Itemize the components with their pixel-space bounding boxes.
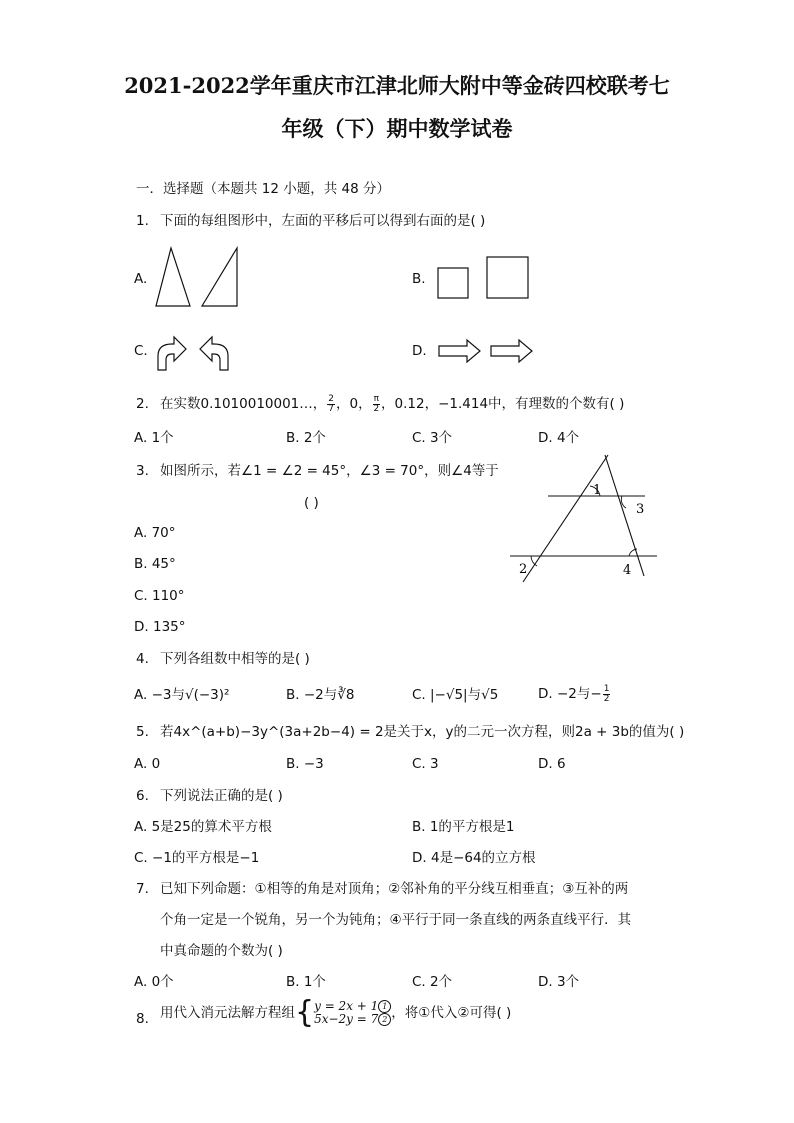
q8-circled-2: 2 [378, 1013, 391, 1026]
paper-title-line2: 年级（下）期中数学试卷 [281, 116, 513, 141]
q5-option-b: B. −3 [286, 756, 324, 772]
q2-option-d: D. 4个 [538, 430, 580, 446]
q3-option-c: C. 110° [134, 588, 185, 604]
q1-option-c-curved-arrows-figure [152, 330, 237, 375]
q2-frac2-denominator: 2 [373, 403, 380, 414]
q2-stem [160, 392, 624, 416]
q1-stem: 下面的每组图形中，左面的平移后可以得到右面的是( ) [160, 213, 486, 229]
q8-circled-1: 1 [378, 1000, 391, 1013]
q6-option-a: A. 5是25的算术平方根 [134, 819, 272, 835]
q7-option-a: A. 0个 [134, 974, 174, 990]
q6-option-d: D. 4是−64的立方根 [412, 850, 536, 866]
q7-option-c: C. 2个 [412, 974, 453, 990]
q3-option-d: D. 135° [134, 619, 186, 635]
q4-option-d [538, 682, 611, 706]
q2-stem-part-c: ，0.12，−1.414中，有理数的个数有( ) [381, 396, 625, 412]
q4-option-d-fraction [603, 685, 611, 704]
q6-number: 6. [136, 788, 149, 804]
q1-option-b-squares-figure [436, 255, 536, 305]
q7-stem-line2: 个角一定是一个锐角，另一个为钝角；④平行于同一条直线的两条直线平行．其 [160, 912, 632, 928]
q5-stem: 若4x^(a+b)−3y^(3a+2b−4) = 2是关于x，y的二元一次方程，则2a + 3b的值为( ) [160, 724, 685, 740]
q7-option-d: D. 3个 [538, 974, 580, 990]
q3-stem: 如图所示，若∠1 = ∠2 = 45°，∠3 = 70°，则∠4等于 [160, 463, 499, 479]
q4-d-denominator: 2 [603, 693, 610, 704]
q4-option-b: B. −2与∛8 [286, 687, 355, 703]
q7-stem-line3: 中真命题的个数为( ) [160, 943, 283, 959]
q7-stem-line1: 已知下列命题：①相等的角是对顶角；②邻补角的平分线互相垂直；③互补的两 [160, 881, 629, 897]
q7-option-b: B. 1个 [286, 974, 326, 990]
q5-number: 5. [136, 724, 149, 740]
q5-option-a: A. 0 [134, 756, 161, 772]
q3-option-a: A. 70° [134, 525, 176, 541]
q6-stem: 下列说法正确的是( ) [160, 788, 283, 804]
q5-option-c: C. 3 [412, 756, 439, 772]
q3-angle-label-3: 3 [636, 502, 645, 517]
q8-stem-prefix: 用代入消元法解方程组 [160, 1005, 295, 1021]
q2-frac1-numerator: 2 [328, 393, 335, 404]
q2-stem-part-b: ，0， [336, 396, 372, 412]
q1-option-a-label: A. [134, 271, 148, 287]
q6-option-c: C. −1的平方根是−1 [134, 850, 260, 866]
q8-equation-2: 5x−2y = 7 [314, 1012, 379, 1026]
q8-number: 8. [136, 1011, 149, 1027]
q8-stem-suffix: ，将①代入②可得( ) [391, 1005, 512, 1021]
q2-option-c: C. 3个 [412, 430, 453, 446]
q3-number: 3. [136, 463, 149, 479]
q2-fraction-pi-halves [373, 395, 380, 414]
q4-d-numerator: 1 [603, 683, 610, 694]
q1-number: 1. [136, 213, 149, 229]
q2-stem-part-a: 在实数0.1010010001…， [160, 396, 327, 412]
q2-frac2-numerator: π [373, 393, 380, 404]
q3-angle-label-4: 4 [623, 563, 632, 578]
q8-system-brace: { [295, 995, 315, 1030]
q2-option-a: A. 1个 [134, 430, 174, 446]
q1-option-b-label: B. [412, 271, 426, 287]
section-heading: 一．选择题（本题共 12 小题，共 48 分） [136, 181, 391, 197]
q8-stem [160, 995, 512, 1030]
q1-option-c-label: C. [134, 343, 148, 359]
q3-angle-label-1: 1 [593, 483, 602, 498]
q2-frac1-denominator: 7 [328, 403, 335, 414]
q4-option-c: C. |−√5|与√5 [412, 687, 499, 703]
q2-option-b: B. 2个 [286, 430, 326, 446]
q1-option-a-triangles-figure [150, 245, 245, 310]
q3-angle-label-2: 2 [519, 562, 528, 577]
q5-option-d: D. 6 [538, 756, 566, 772]
q7-number: 7. [136, 881, 149, 897]
q1-option-d-block-arrows-figure [437, 338, 537, 368]
q4-stem: 下列各组数中相等的是( ) [160, 651, 310, 667]
q3-transversal-left [523, 455, 608, 582]
q4-option-d-prefix: D. −2与− [538, 686, 602, 702]
q3-parallel-lines-figure [505, 450, 665, 585]
q1-option-d-label: D. [412, 343, 427, 359]
q4-number: 4. [136, 651, 149, 667]
paper-title-line1: 2021-2022学年重庆市江津北师大附中等金砖四校联考七 [124, 73, 670, 98]
q2-number: 2. [136, 396, 149, 412]
q6-option-b: B. 1的平方根是1 [412, 819, 515, 835]
q4-option-a: A. −3与√(−3)² [134, 687, 230, 703]
q3-answer-paren: ( ) [304, 495, 319, 511]
q8-equation-1: y = 2x + 1 [314, 999, 379, 1013]
q3-option-b: B. 45° [134, 556, 176, 572]
q2-fraction-two-sevenths [327, 395, 335, 414]
q8-equation-system [314, 1000, 391, 1026]
